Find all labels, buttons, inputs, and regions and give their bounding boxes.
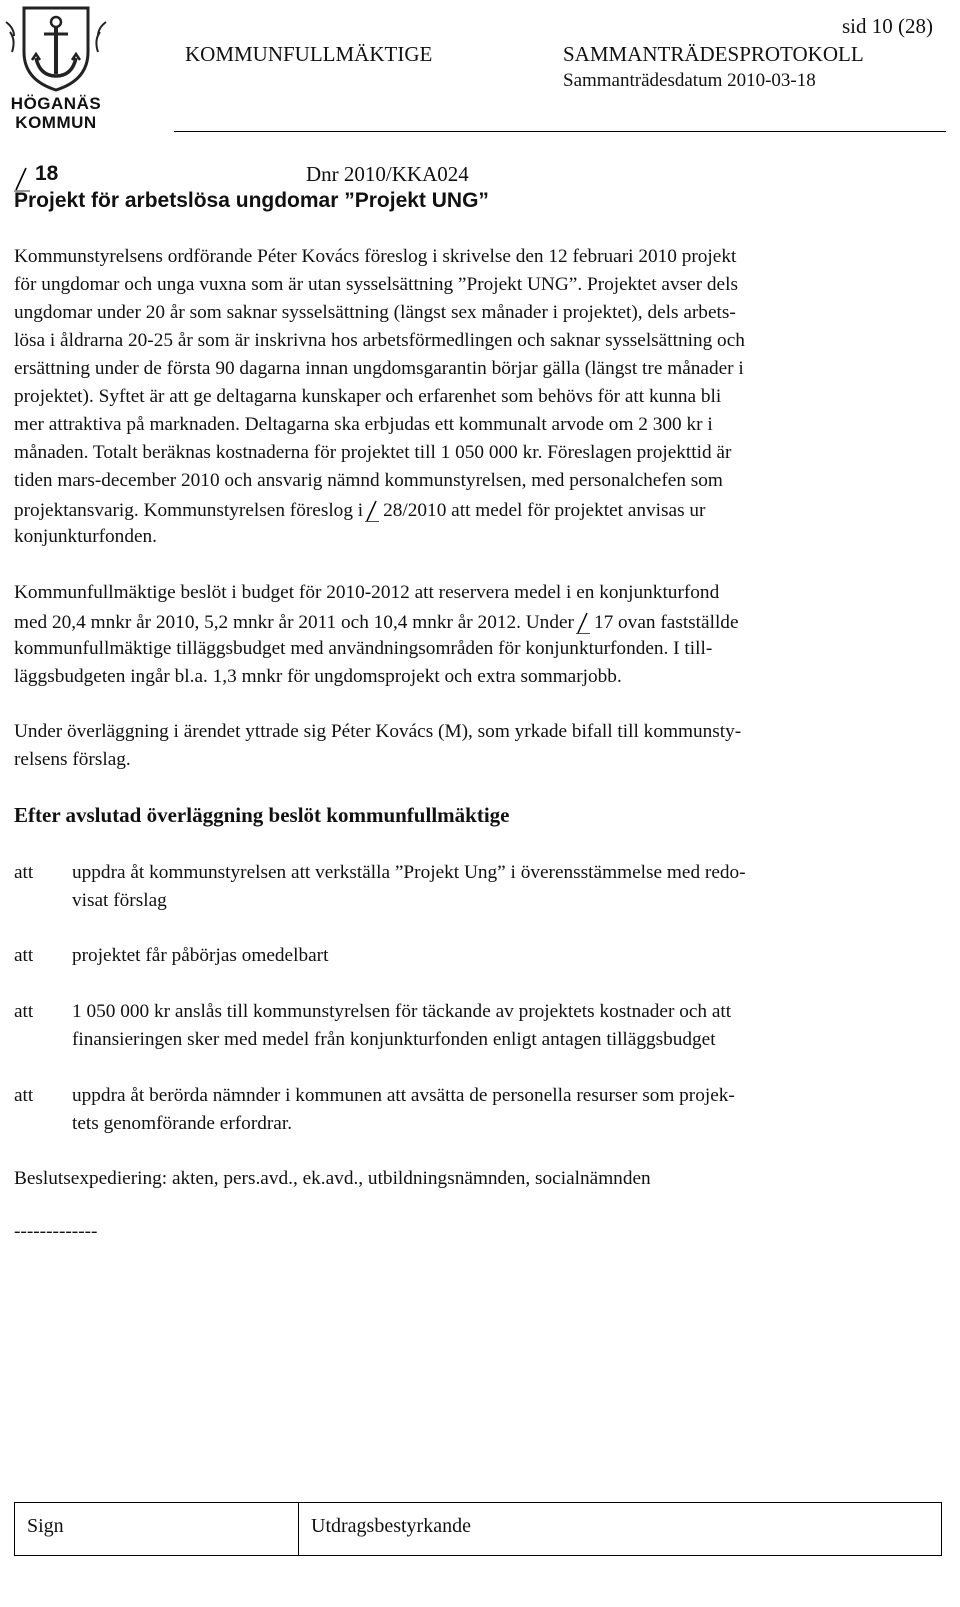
body-line: [14, 498, 705, 522]
header-body: KOMMUNFULLMÄKTIGE: [185, 42, 433, 66]
body-line: kommunfullmäktige tilläggsbudget med användningsområden för konjunkturfonden. I till-: [14, 638, 713, 659]
distribution-list: Beslutsexpediering: akten, pers.avd., ek.avd., utbildningsnämnden, socialnämnden: [14, 1168, 651, 1189]
body-line: ersättning under de första 90 dagarna innan ungdomsgarantin börjar gälla (längst tre månader i: [14, 358, 744, 379]
decision-line: finansieringen sker med medel från konjunkturfonden enligt antagen tilläggsbudget: [72, 1029, 716, 1050]
case-title: Projekt för arbetslösa ungdomar ”Projekt UNG”: [14, 189, 489, 212]
body-line-part: med 20,4 mnkr år 2010, 5,2 mnkr år 2011 och 10,4 mnkr år 2012. Under: [14, 612, 574, 633]
decision-marker: att: [14, 862, 34, 883]
certified-label: Utdragsbestyrkande: [311, 1515, 471, 1537]
header-protocol: SAMMANTRÄDESPROTOKOLL: [563, 42, 864, 66]
body-line: Kommunstyrelsens ordförande Péter Kovács föreslog i skrivelse den 12 februari 2010 projekt: [14, 246, 737, 267]
body-line: för ungdomar och unga vuxna som är utan sysselsättning ”Projekt UNG”. Projektet avser dels: [14, 274, 738, 295]
section-mark-icon: [576, 610, 590, 634]
decision-line: uppdra åt kommunstyrelsen att verkställa ”Projekt Ung” i överensstämmelse med redo-: [72, 862, 746, 883]
sign-label: Sign: [27, 1515, 64, 1537]
municipality-logo: [0, 2, 112, 136]
page-number: sid 10 (28): [842, 14, 933, 38]
decision-line: tets genomförande erfordrar.: [72, 1113, 293, 1134]
decision-marker: att: [14, 1085, 34, 1106]
end-separator: -------------: [14, 1221, 98, 1242]
decision-marker: att: [14, 945, 34, 966]
case-dnr: Dnr 2010/KKA024: [306, 162, 469, 186]
anchor-crest-icon: [2, 2, 110, 92]
body-line: konjunkturfonden.: [14, 526, 157, 547]
body-line: relsens förslag.: [14, 749, 131, 770]
decision-line: visat förslag: [72, 890, 167, 911]
body-line: ungdomar under 20 år som saknar sysselsättning (längst sex månader i projektet), dels arbets-: [14, 302, 736, 323]
case-number: 18: [35, 162, 59, 185]
section-mark-icon: [365, 498, 379, 522]
decision-line: projektet får påbörjas omedelbart: [72, 945, 329, 966]
signature-footer: [14, 1502, 942, 1556]
body-line-part: 17 ovan fastställde: [593, 612, 739, 633]
body-line: Kommunfullmäktige beslöt i budget för 2010-2012 att reservera medel i en konjunkturfond: [14, 582, 720, 603]
body-line: läggsbudgeten ingår bl.a. 1,3 mnkr för ungdomsprojekt och extra sommarjobb.: [14, 666, 622, 687]
decision-line: uppdra åt berörda nämnder i kommunen att avsätta de personella resurser som projek-: [72, 1085, 735, 1106]
header-divider: [174, 131, 946, 132]
body-line: månaden. Totalt beräknas kostnaderna för projektet till 1 050 000 kr. Föreslagen projekttid är: [14, 442, 732, 463]
decision-marker: att: [14, 1001, 34, 1022]
decision-heading: Efter avslutad överläggning beslöt kommunfullmäktige: [14, 803, 510, 827]
body-line: Under överläggning i ärendet yttrade sig Péter Kovács (M), som yrkade bifall till kommunsty-: [14, 721, 742, 742]
body-line: tiden mars-december 2010 och ansvarig nämnd kommunstyrelsen, med personalchefen som: [14, 470, 723, 491]
logo-text-kommun: KOMMUN: [15, 113, 97, 132]
body-line: lösa i åldrarna 20-25 år som är inskrivna hos arbetsförmedlingen och saknar sysselsättning och: [14, 330, 745, 351]
body-line-part: 28/2010 att medel för projektet anvisas ur: [383, 500, 706, 521]
certified-box: [298, 1502, 942, 1556]
body-line-part: projektansvarig. Kommunstyrelsen föreslog i: [14, 500, 364, 521]
section-mark-icon: [14, 164, 30, 192]
header-date: Sammanträdesdatum 2010-03-18: [563, 70, 816, 91]
body-line: projektet). Syftet är att ge deltagarna kunskaper och erfarenhet som behövs för att kunna bli: [14, 386, 722, 407]
logo-text-hoganas: HÖGANÄS: [10, 94, 102, 113]
decision-line: 1 050 000 kr anslås till kommunstyrelsen för täckande av projektets kostnader och att: [72, 1001, 732, 1022]
body-line: mer attraktiva på marknaden. Deltagarna ska erbjudas ett kommunalt arvode om 2 300 kr i: [14, 414, 713, 435]
body-line: [14, 610, 739, 634]
sign-box: [14, 1502, 299, 1556]
